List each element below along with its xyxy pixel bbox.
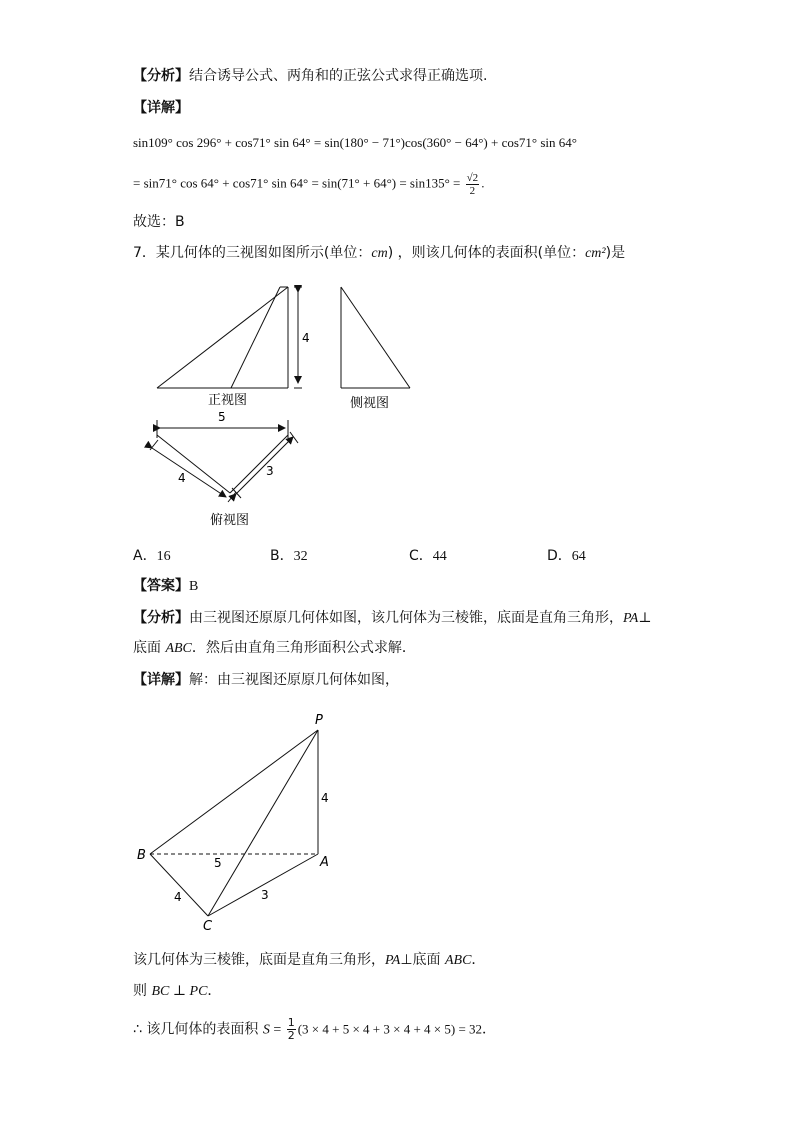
conclusion-3-s: S — [262, 1022, 270, 1038]
conclusion-2-pc: PC — [189, 984, 208, 999]
vertex-b: B — [137, 848, 146, 863]
previous-choice: 故选：B — [133, 214, 185, 230]
analysis-2-abc: ABC — [165, 641, 192, 656]
analysis-label: 【分析】 — [133, 68, 189, 84]
analysis-2-text-b: 底面 — [133, 640, 166, 656]
option-d[interactable]: D．64 — [547, 548, 586, 564]
detail-label: 【详解】 — [133, 100, 189, 116]
analysis-line-2 — [133, 608, 651, 629]
answer-line — [133, 576, 198, 597]
analysis-2-label: 【分析】 — [133, 610, 189, 626]
answer-value: B — [189, 579, 199, 594]
analysis-2-text-a: 由三视图还原原几何体如图，该几何体为三棱锥，底面是直角三角形， — [189, 610, 623, 626]
analysis-2-pa: PA — [623, 611, 639, 626]
answer-label: 【答案】 — [133, 578, 189, 594]
front-view — [157, 287, 302, 388]
q7-text-c: )是 — [605, 245, 626, 261]
conclusion-2-end: ． — [207, 983, 222, 999]
question-7 — [133, 243, 625, 264]
side-view-label: 侧视图 — [350, 396, 390, 411]
detail-line-2 — [133, 670, 399, 690]
detail-line-1 — [133, 98, 189, 118]
edge-bc — [150, 854, 208, 916]
front-height-label: 4 — [302, 331, 310, 345]
conclusion-1-pa: PA — [385, 953, 401, 968]
half-denominator: 2 — [287, 1029, 295, 1042]
top-length-5: 5 — [218, 410, 226, 424]
equation-line-1: sin109° cos 296° + cos71° sin 64° = sin(180° − 71°)cos(360° − 64°) + cos71° sin 64° — [133, 135, 577, 150]
option-b[interactable]: B．32 — [270, 548, 308, 564]
conclusion-1 — [133, 950, 485, 971]
vertex-p: P — [315, 713, 323, 728]
top-length-3: 3 — [266, 464, 274, 478]
conclusion-2 — [133, 981, 221, 1002]
length-ca: 3 — [261, 888, 269, 902]
side-view — [341, 287, 410, 388]
analysis-2-perp: ⊥ — [638, 611, 652, 626]
detail-2-text: 解：由三视图还原原几何体如图， — [189, 672, 399, 688]
fraction-denominator: 2 — [469, 185, 476, 197]
sqrt2-over-2 — [466, 172, 480, 197]
q7-unit: cm — [371, 246, 388, 261]
top-view-label: 俯视图 — [210, 513, 250, 528]
top-view — [150, 420, 298, 502]
conclusion-2-text: 则 — [133, 983, 152, 999]
top-length-4: 4 — [178, 471, 186, 485]
analysis-text: 结合诱导公式、两角和的正弦公式求得正确选项. — [189, 68, 488, 84]
conclusion-1-perp: ⊥底面 — [400, 952, 445, 968]
equation-line-2: = sin71° cos 64° + cos71° sin 64° = sin(71° + 64°) = sin135° = $\frac{√2}{2}$ . — [133, 172, 485, 197]
analysis-line-1 — [133, 66, 487, 86]
vertex-c: C — [203, 919, 213, 934]
detail-2-label: 【详解】 — [133, 672, 189, 688]
option-a[interactable]: A．16 — [133, 548, 171, 564]
conclusion-3-expr: (3 × 4 + 5 × 4 + 3 × 4 + 4 × 5) = 32 — [297, 1021, 483, 1037]
conclusion-3-end: ． — [482, 1021, 497, 1038]
fraction-numerator: √2 — [466, 172, 479, 184]
conclusion-1-text: 该几何体为三棱锥，底面是直角三角形， — [133, 952, 385, 968]
option-c[interactable]: C．44 — [409, 548, 447, 564]
pyramid-diagram — [130, 708, 350, 938]
conclusion-3-prefix: ∴ 该几何体的表面积 — [133, 1021, 263, 1038]
vertex-a: A — [320, 855, 329, 870]
conclusion-1-abc: ABC — [444, 953, 472, 968]
q7-text-a: 7．某几何体的三视图如图所示(单位： — [133, 245, 372, 261]
analysis-2-text-c: ．然后由直角三角形面积公式求解． — [191, 640, 416, 656]
conclusion-3-eq: = — [269, 1022, 285, 1038]
edge-ca — [208, 854, 318, 916]
one-half-fraction — [287, 1017, 296, 1042]
edge-pb — [150, 730, 318, 854]
conclusion-3 — [133, 1017, 496, 1042]
length-ba: 5 — [214, 856, 222, 870]
three-views-diagram — [130, 280, 430, 530]
equation-2-body: = sin71° cos 64° + cos71° sin 64° = sin(71° + 64°) = sin135° = — [133, 175, 461, 191]
analysis-line-3 — [133, 638, 416, 659]
front-view-label: 正视图 — [208, 393, 248, 408]
conclusion-2-bc: BC — [151, 984, 170, 999]
length-bc: 4 — [174, 890, 182, 904]
half-numerator: 1 — [287, 1016, 295, 1029]
q7-unit2: cm² — [585, 246, 606, 261]
q7-text-b: ) ，则该几何体的表面积(单位： — [387, 245, 586, 261]
length-pa: 4 — [321, 791, 329, 805]
conclusion-1-end: ． — [471, 952, 486, 968]
conclusion-2-perp: ⊥ — [169, 984, 190, 999]
